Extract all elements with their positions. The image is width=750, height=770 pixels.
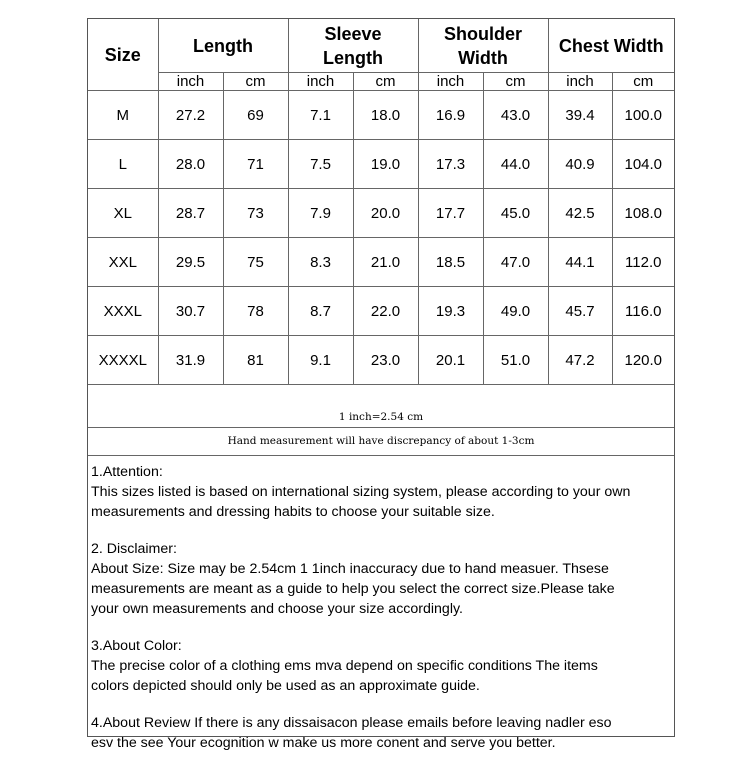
size-row — [88, 91, 674, 140]
unit-cell: cm — [223, 73, 288, 91]
measurement-cell: 28.7 — [158, 189, 223, 238]
measurement-cell: 7.5 — [288, 140, 353, 189]
notice-line: your own measurements and choose your size accordingly. — [91, 601, 463, 617]
measurement-cell: 7.9 — [288, 189, 353, 238]
notice-line: 1.Attention: — [91, 464, 163, 480]
measurement-cell: 17.7 — [418, 189, 483, 238]
measurement-cell: 51.0 — [483, 336, 548, 385]
header-chest-width: Chest Width — [548, 19, 674, 73]
size-row — [88, 287, 674, 336]
measurement-cell: 49.0 — [483, 287, 548, 336]
measurement-cell: 116.0 — [612, 287, 674, 336]
header-sleeve-length: Sleeve Length — [288, 19, 418, 73]
unit-cell: inch — [418, 73, 483, 91]
notice-line: esv the see Your ecognition w make us more conent and serve you better. — [91, 735, 556, 751]
measurement-cell: 20.0 — [353, 189, 418, 238]
measurement-cell: 28.0 — [158, 140, 223, 189]
size-label: XL — [88, 189, 158, 238]
measurement-cell: 42.5 — [548, 189, 612, 238]
measurement-cell: 100.0 — [612, 91, 674, 140]
measurement-cell: 78 — [223, 287, 288, 336]
measurement-cell: 108.0 — [612, 189, 674, 238]
notice-line: The precise color of a clothing ems mva depend on specific conditions The items — [91, 658, 598, 674]
unit-cell: cm — [612, 73, 674, 91]
notice-line: measurements and dressing habits to choose your suitable size. — [91, 504, 495, 520]
measurement-cell: 44.0 — [483, 140, 548, 189]
measurement-cell: 73 — [223, 189, 288, 238]
size-label: XXXXL — [88, 336, 158, 385]
unit-cell: inch — [548, 73, 612, 91]
measurement-cell: 81 — [223, 336, 288, 385]
units-row — [88, 73, 674, 91]
measurement-cell: 71 — [223, 140, 288, 189]
measurement-cell: 75 — [223, 238, 288, 287]
unit-cell: inch — [288, 73, 353, 91]
notice-line: 3.About Color: — [91, 638, 182, 654]
measurement-cell: 31.9 — [158, 336, 223, 385]
measurement-cell: 8.3 — [288, 238, 353, 287]
header-shoulder-width: Shoulder Width — [418, 19, 548, 73]
unit-cell: inch — [158, 73, 223, 91]
notice-line: colors depicted should only be used as an approximate guide. — [91, 678, 480, 694]
unit-cell: cm — [483, 73, 548, 91]
measurement-cell: 43.0 — [483, 91, 548, 140]
header-length: Length — [158, 19, 288, 73]
measurement-cell: 23.0 — [353, 336, 418, 385]
notice-line: This sizes listed is based on international sizing system, please according to your own — [91, 484, 631, 500]
measurement-cell: 120.0 — [612, 336, 674, 385]
measurement-note: Hand measurement will have discrepancy of about 1-3cm — [88, 428, 674, 456]
measurement-cell: 19.3 — [418, 287, 483, 336]
measurement-cell: 19.0 — [353, 140, 418, 189]
notice-section — [91, 636, 675, 696]
header-size: Size — [88, 19, 158, 91]
notice-section — [91, 713, 675, 753]
measurement-cell: 45.0 — [483, 189, 548, 238]
measurement-cell: 45.7 — [548, 287, 612, 336]
size-row — [88, 336, 674, 385]
measurement-cell: 18.5 — [418, 238, 483, 287]
measurement-cell: 30.7 — [158, 287, 223, 336]
measurement-cell: 44.1 — [548, 238, 612, 287]
size-label: L — [88, 140, 158, 189]
unit-cell: cm — [353, 73, 418, 91]
measurement-cell: 21.0 — [353, 238, 418, 287]
measurement-cell: 20.1 — [418, 336, 483, 385]
measurement-cell: 104.0 — [612, 140, 674, 189]
size-label: XXL — [88, 238, 158, 287]
notice-section — [91, 539, 675, 619]
size-table — [88, 19, 674, 385]
size-chart — [87, 18, 675, 751]
notice-line: 2. Disclaimer: — [91, 541, 177, 557]
measurement-cell: 47.0 — [483, 238, 548, 287]
measurement-cell: 47.2 — [548, 336, 612, 385]
measurement-cell: 22.0 — [353, 287, 418, 336]
measurement-cell: 7.1 — [288, 91, 353, 140]
size-row — [88, 189, 674, 238]
measurement-cell: 69 — [223, 91, 288, 140]
size-row — [88, 238, 674, 287]
notice-line: About Size: Size may be 2.54cm 1 1inch inaccuracy due to hand measuer. Thsese — [91, 561, 609, 577]
measurement-cell: 9.1 — [288, 336, 353, 385]
measurement-cell: 8.7 — [288, 287, 353, 336]
size-notes — [91, 462, 675, 770]
measurement-cell: 39.4 — [548, 91, 612, 140]
measurement-cell: 40.9 — [548, 140, 612, 189]
notice-section — [91, 462, 675, 522]
measurement-cell: 112.0 — [612, 238, 674, 287]
measurement-cell: 17.3 — [418, 140, 483, 189]
header-row — [88, 19, 674, 73]
size-label: M — [88, 91, 158, 140]
notice-line: 4.About Review If there is any dissaisacon please emails before leaving nadler eso — [91, 715, 612, 731]
measurement-cell: 29.5 — [158, 238, 223, 287]
measurement-cell: 18.0 — [353, 91, 418, 140]
size-row — [88, 140, 674, 189]
conversion-note: 1 inch=2.54 cm — [88, 407, 674, 428]
measurement-cell: 27.2 — [158, 91, 223, 140]
notice-line: measurements are meant as a guide to help you select the correct size.Please take — [91, 581, 615, 597]
measurement-cell: 16.9 — [418, 91, 483, 140]
size-label: XXXL — [88, 287, 158, 336]
